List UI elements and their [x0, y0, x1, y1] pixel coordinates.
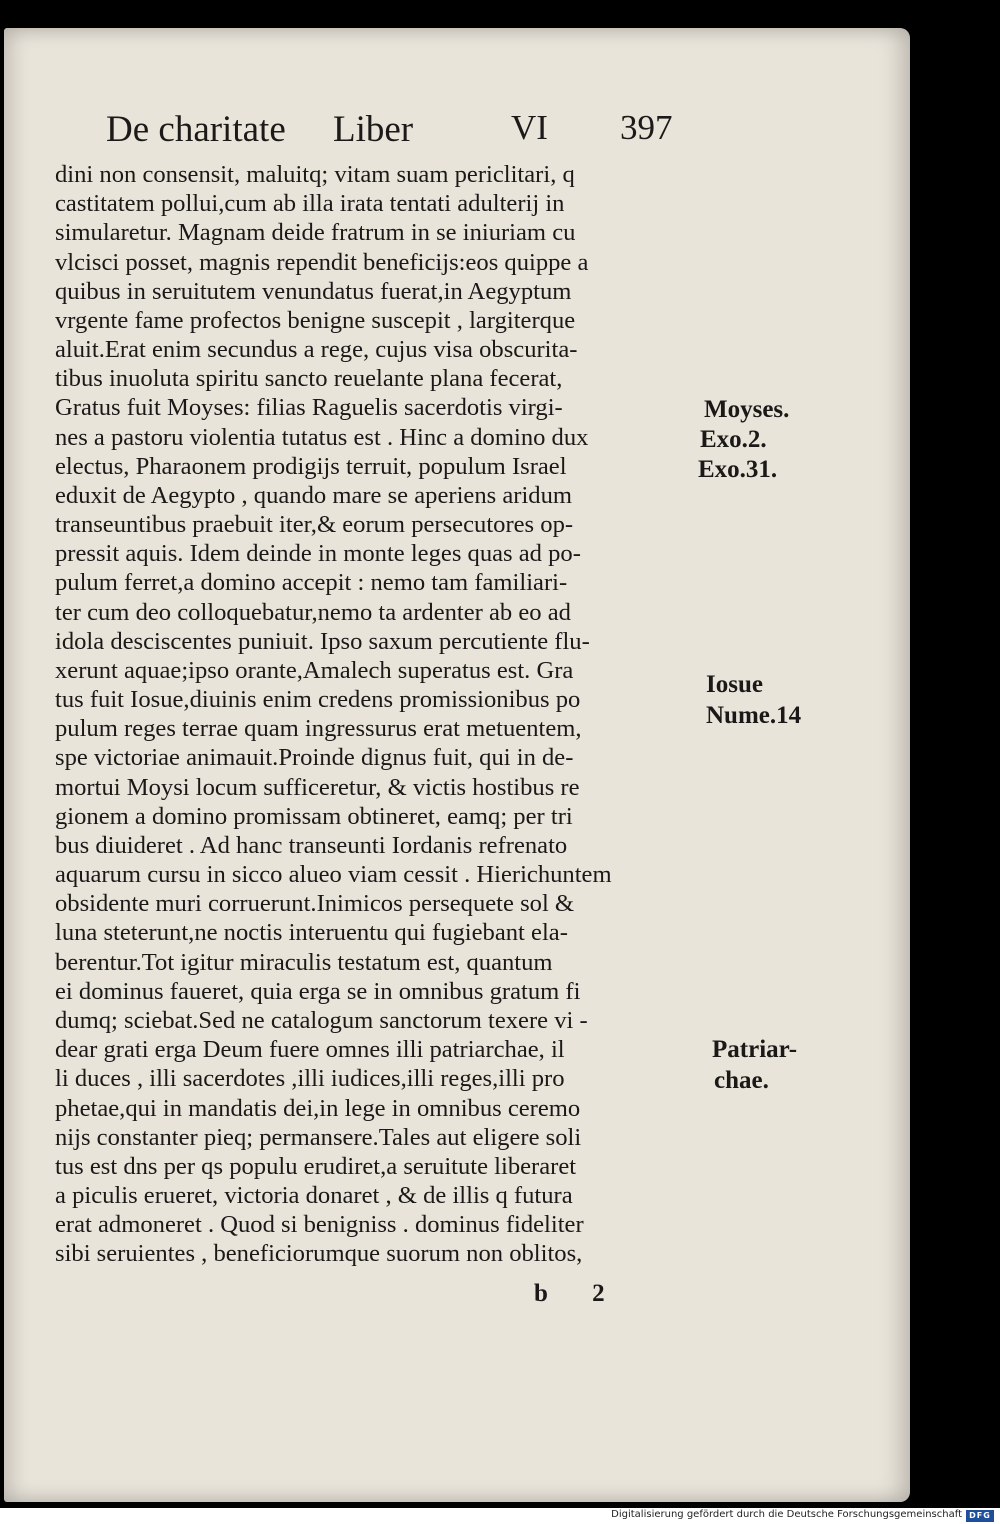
- margin-note-moyses: Moyses.: [704, 396, 790, 423]
- text-line: ter cum deo colloquebatur,nemo ta ardenter ab eo ad: [55, 598, 571, 626]
- text-line: electus, Pharaonem prodigijs terruit, populum Israel: [55, 452, 567, 480]
- margin-note-exo-31: Exo.31.: [698, 456, 778, 483]
- text-line: aluit.Erat enim secundus a rege, cujus visa obscurita-: [55, 336, 578, 364]
- text-line: vlcisci posset, magnis rependit beneficijs:eos quippe a: [55, 248, 589, 276]
- margin-note-chae: chae.: [714, 1067, 769, 1094]
- text-line: ei dominus faueret, quia erga se in omnibus gratum fi: [55, 977, 581, 1005]
- text-line: pulum ferret,a domino accepit : nemo tam familiari-: [55, 569, 568, 597]
- text-line: pulum reges terrae quam ingressurus erat metuentem,: [55, 715, 582, 743]
- text-line: berentur.Tot igitur miraculis testatum est, quantum: [55, 948, 553, 976]
- text-line: transeuntibus praebuit iter,& eorum persecutores op-: [55, 511, 574, 539]
- text-line: mortui Moysi locum sufficeretur, & victis hostibus re: [55, 773, 580, 801]
- text-line: tus fuit Iosue,diuinis enim credens promissionibus po: [55, 686, 581, 714]
- margin-note-nume-14: Nume.14: [706, 702, 802, 729]
- footer-bar: [0, 1508, 1000, 1524]
- margin-note-patriar: Patriar-: [712, 1036, 798, 1063]
- text-line: dear grati erga Deum fuere omnes illi patriarchae, il: [55, 1036, 565, 1064]
- text-line: nes a pastoru violentia tutatus est . Hinc a domino dux: [55, 423, 589, 451]
- text-line: erat admoneret . Quod si benigniss . dominus fideliter: [55, 1211, 584, 1239]
- dfg-logo: DFG: [966, 1510, 994, 1522]
- text-line: castitatem pollui,cum ab illa irata tentati adulterij in: [55, 190, 565, 218]
- running-header: [100, 108, 720, 160]
- text-line: aquarum cursu in sicco alueo viam cessit . Hierichuntem: [55, 861, 612, 889]
- footer-credit: Digitalisierung gefördert durch die Deutsche Forschungsgemeinschaft: [611, 1509, 962, 1520]
- text-line: phetae,qui in mandatis dei,in lege in omnibus ceremo: [55, 1094, 581, 1122]
- margin-note-exo-2: Exo.2.: [700, 426, 767, 453]
- text-line: bus diuideret . Ad hanc transeunti Iordanis refrenato: [55, 831, 568, 859]
- body-text: [55, 160, 715, 1269]
- text-line: gionem a domino promissam obtineret, eamq; per tri: [55, 802, 573, 830]
- text-line: pressit aquis. Idem deinde in monte leges quas ad po-: [55, 540, 581, 568]
- text-line: xerunt aquae;ipso orante,Amalech superatus est. Gra: [55, 656, 574, 684]
- book-label: Liber: [333, 109, 414, 150]
- text-line: li duces , illi sacerdotes ,illi iudices,illi reges,illi pro: [55, 1065, 565, 1093]
- text-line: simularetur. Magnam deide fratrum in se iniuriam cu: [55, 219, 576, 247]
- running-title: De charitate: [106, 109, 286, 150]
- text-line: obsidente muri corruerunt.Inimicos persequete sol &: [55, 890, 575, 918]
- text-line: nijs constanter pieq; permansere.Tales aut eligere soli: [55, 1123, 582, 1151]
- text-line: Gratus fuit Moyses: filias Raguelis sacerdotis virgi-: [55, 394, 563, 422]
- text-line: idola desciscentes puniuit. Ipso saxum percutiente flu-: [55, 627, 590, 655]
- text-line: tus est dns per qs populu erudiret,a seruitute liberaret: [55, 1152, 577, 1180]
- book-number: VI: [511, 108, 548, 147]
- text-line: quibus in seruitutem venundatus fuerat,in Aegyptum: [55, 277, 572, 305]
- text-line: a piculis erueret, victoria donaret , & de illis q futura: [55, 1182, 573, 1210]
- text-line: sibi seruientes , beneficiorumque suorum non oblitos,: [55, 1240, 583, 1268]
- text-line: eduxit de Aegypto , quando mare se aperiens aridum: [55, 481, 572, 509]
- text-line: luna steterunt,ne noctis interuentu qui fugiebant ela-: [55, 919, 568, 947]
- signature-mark: b 2: [534, 1280, 605, 1307]
- text-line: vrgente fame profectos benigne suscepit , largiterque: [55, 306, 576, 334]
- text-line: tibus inuoluta spiritu sancto reuelante plana fecerat,: [55, 365, 563, 393]
- text-line: spe victoriae animauit.Proinde dignus fuit, qui in de-: [55, 744, 574, 772]
- margin-note-iosue: Iosue: [706, 671, 763, 698]
- text-line: dini non consensit, maluitq; vitam suam periclitari, q: [55, 161, 575, 188]
- page-number: 397: [620, 108, 673, 147]
- text-line: dumq; sciebat.Sed ne catalogum sanctorum texere vi -: [55, 1006, 588, 1034]
